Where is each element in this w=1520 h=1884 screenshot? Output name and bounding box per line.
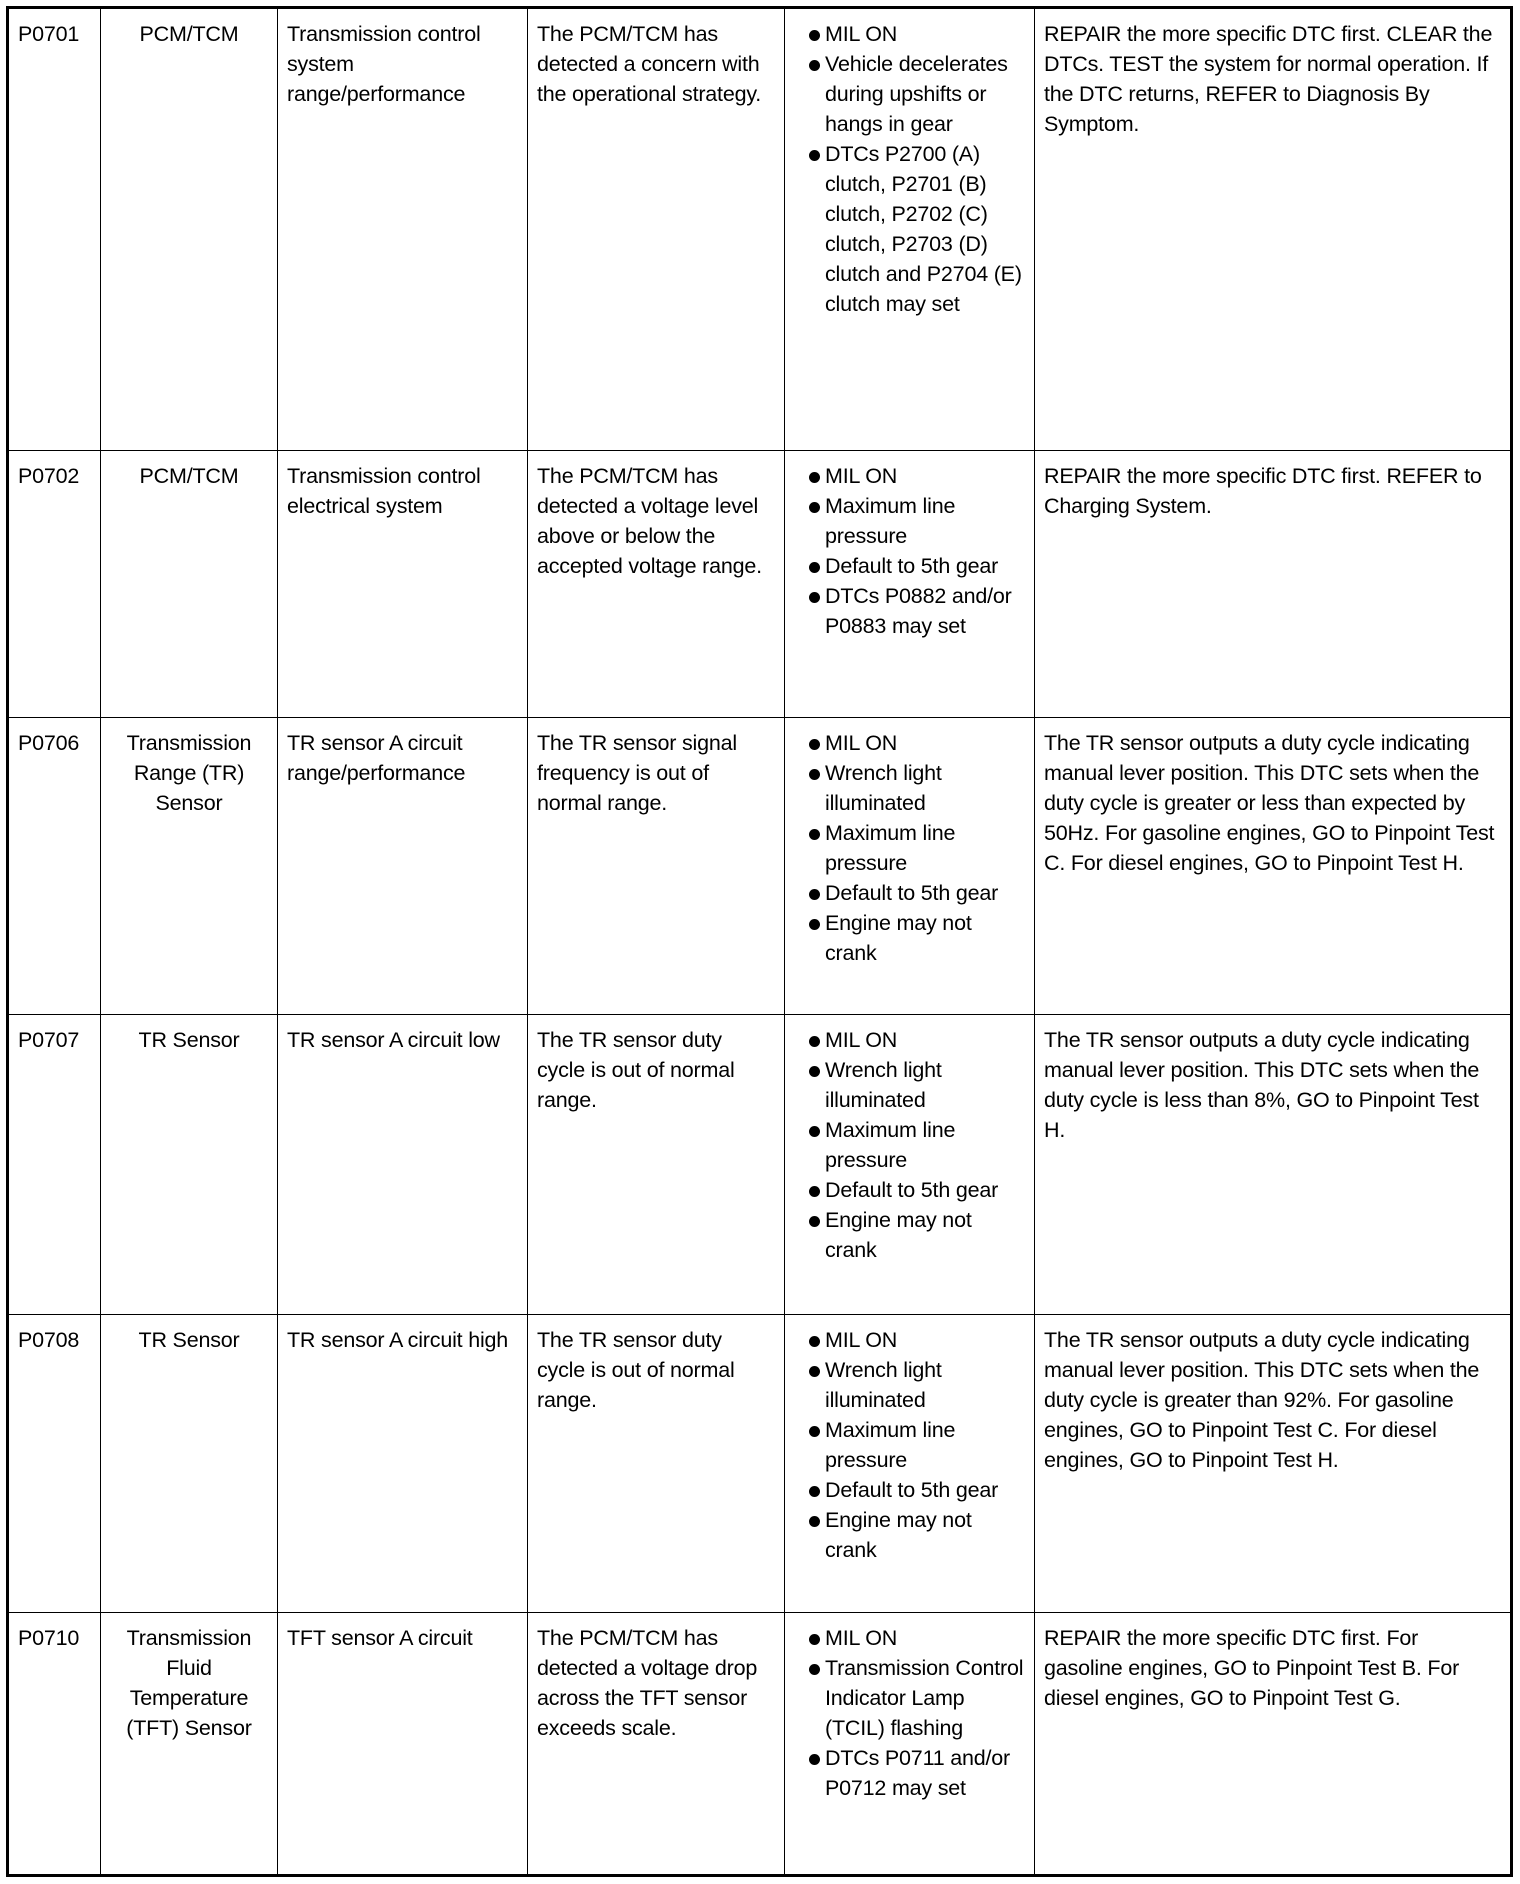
symptom-item: Engine may not crank [794, 1505, 1025, 1565]
action: REPAIR the more specific DTC first. CLEAR the DTCs. TEST the system for normal operation. If the DTC returns, REFER to Diagnosis By Symptom. [1035, 8, 1512, 451]
module-name: Transmission Fluid Temperature (TFT) Sensor [101, 1613, 278, 1876]
set-condition: The TR sensor duty cycle is out of normal range. [528, 1015, 785, 1315]
symptom-item: Maximum line pressure [794, 1115, 1025, 1175]
set-condition: The PCM/TCM has detected a voltage drop across the TFT sensor exceeds scale. [528, 1613, 785, 1876]
dtc-description: Transmission control electrical system [278, 451, 528, 718]
table-row [8, 718, 1512, 1015]
symptom-item: DTCs P2700 (A) clutch, P2701 (B) clutch, P2702 (C) clutch, P2703 (D) clutch and P2704 (E) clutch may set [794, 139, 1025, 319]
dtc-description: Transmission control system range/performance [278, 8, 528, 451]
symptom-item: Engine may not crank [794, 1205, 1025, 1265]
dtc-code: P0708 [8, 1315, 101, 1613]
symptoms-cell [785, 8, 1035, 451]
set-condition: The TR sensor duty cycle is out of normal range. [528, 1315, 785, 1613]
symptom-item: MIL ON [794, 1623, 1025, 1653]
symptom-item: Maximum line pressure [794, 818, 1025, 878]
symptom-item: Vehicle decelerates during upshifts or hangs in gear [794, 49, 1025, 139]
dtc-table [6, 6, 1513, 1877]
symptom-item: MIL ON [794, 728, 1025, 758]
set-condition: The PCM/TCM has detected a concern with the operational strategy. [528, 8, 785, 451]
set-condition: The TR sensor signal frequency is out of normal range. [528, 718, 785, 1015]
module-name: Transmission Range (TR) Sensor [101, 718, 278, 1015]
symptom-item: MIL ON [794, 1025, 1025, 1055]
action: The TR sensor outputs a duty cycle indicating manual lever position. This DTC sets when the duty cycle is greater than 92%. For gasoline engines, GO to Pinpoint Test C. For diesel engines, GO to Pinpoint Test H. [1035, 1315, 1512, 1613]
module-name: TR Sensor [101, 1015, 278, 1315]
module-name: PCM/TCM [101, 8, 278, 451]
symptom-item: Transmission Control Indicator Lamp (TCIL) flashing [794, 1653, 1025, 1743]
symptom-item: Default to 5th gear [794, 551, 1025, 581]
symptom-list [794, 19, 1025, 319]
dtc-code: P0702 [8, 451, 101, 718]
table-row [8, 1613, 1512, 1876]
action: REPAIR the more specific DTC first. REFER to Charging System. [1035, 451, 1512, 718]
symptom-list [794, 1025, 1025, 1265]
dtc-code: P0707 [8, 1015, 101, 1315]
dtc-description: TR sensor A circuit high [278, 1315, 528, 1613]
symptom-item: Maximum line pressure [794, 491, 1025, 551]
symptom-item: Wrench light illuminated [794, 1355, 1025, 1415]
set-condition: The PCM/TCM has detected a voltage level above or below the accepted voltage range. [528, 451, 785, 718]
symptom-item: DTCs P0882 and/or P0883 may set [794, 581, 1025, 641]
module-name: PCM/TCM [101, 451, 278, 718]
symptom-item: MIL ON [794, 461, 1025, 491]
dtc-code: P0706 [8, 718, 101, 1015]
symptom-item: MIL ON [794, 1325, 1025, 1355]
table-row [8, 1015, 1512, 1315]
symptoms-cell [785, 1015, 1035, 1315]
dtc-code: P0710 [8, 1613, 101, 1876]
dtc-code: P0701 [8, 8, 101, 451]
symptoms-cell [785, 718, 1035, 1015]
symptom-item: Default to 5th gear [794, 1475, 1025, 1505]
symptom-item: Maximum line pressure [794, 1415, 1025, 1475]
symptom-item: Wrench light illuminated [794, 1055, 1025, 1115]
symptoms-cell [785, 1315, 1035, 1613]
symptoms-cell [785, 451, 1035, 718]
dtc-description: TR sensor A circuit range/performance [278, 718, 528, 1015]
symptom-item: MIL ON [794, 19, 1025, 49]
table-row [8, 8, 1512, 451]
symptom-item: Engine may not crank [794, 908, 1025, 968]
symptom-list [794, 1623, 1025, 1803]
action: The TR sensor outputs a duty cycle indicating manual lever position. This DTC sets when the duty cycle is less than 8%, GO to Pinpoint Test H. [1035, 1015, 1512, 1315]
table-row [8, 451, 1512, 718]
action: REPAIR the more specific DTC first. For gasoline engines, GO to Pinpoint Test B. For diesel engines, GO to Pinpoint Test G. [1035, 1613, 1512, 1876]
symptom-item: Default to 5th gear [794, 878, 1025, 908]
table-row [8, 1315, 1512, 1613]
module-name: TR Sensor [101, 1315, 278, 1613]
symptom-list [794, 461, 1025, 641]
dtc-description: TR sensor A circuit low [278, 1015, 528, 1315]
dtc-description: TFT sensor A circuit [278, 1613, 528, 1876]
symptom-item: Default to 5th gear [794, 1175, 1025, 1205]
symptom-list [794, 728, 1025, 968]
symptoms-cell [785, 1613, 1035, 1876]
action: The TR sensor outputs a duty cycle indicating manual lever position. This DTC sets when the duty cycle is greater or less than expected by 50Hz. For gasoline engines, GO to Pinpoint Test C. For diesel engines, GO to Pinpoint Test H. [1035, 718, 1512, 1015]
symptom-item: Wrench light illuminated [794, 758, 1025, 818]
symptom-item: DTCs P0711 and/or P0712 may set [794, 1743, 1025, 1803]
symptom-list [794, 1325, 1025, 1565]
